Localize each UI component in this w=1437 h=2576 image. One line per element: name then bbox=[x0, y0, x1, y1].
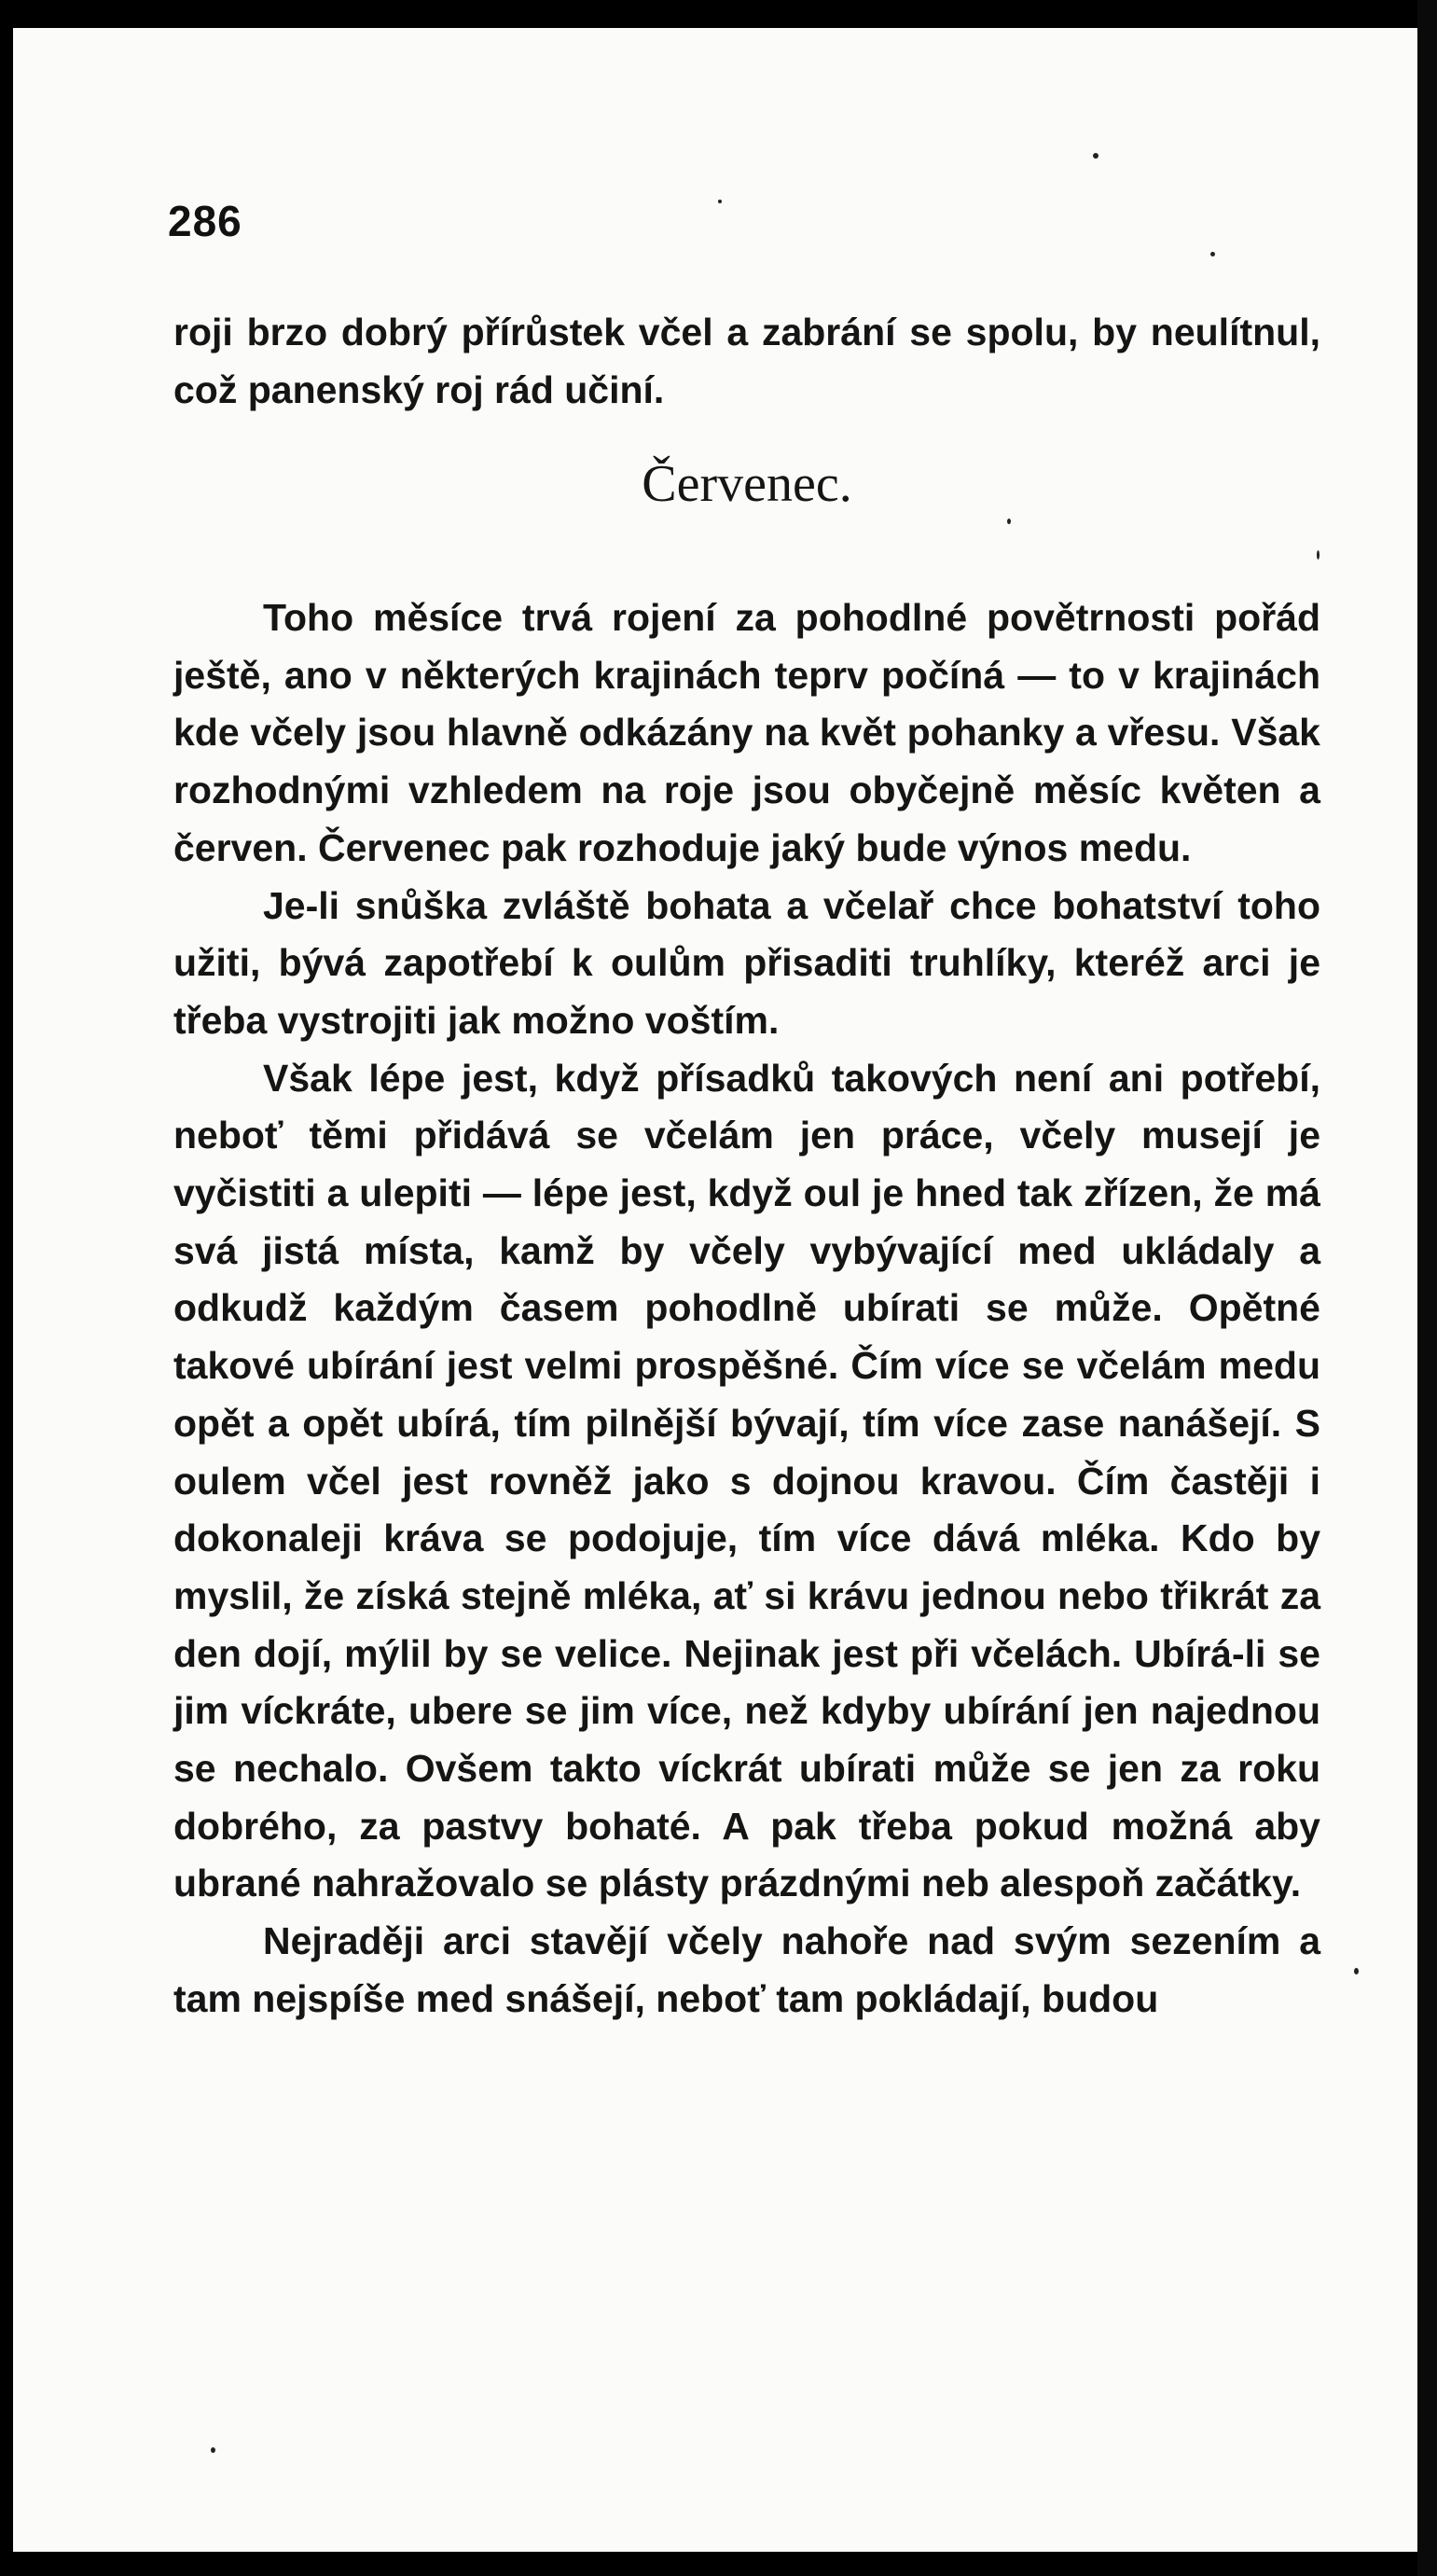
ink-speck bbox=[1093, 153, 1098, 159]
ink-speck bbox=[1317, 550, 1320, 560]
ink-speck bbox=[718, 200, 722, 203]
ink-speck bbox=[1354, 1968, 1359, 1974]
body-text bbox=[173, 589, 1320, 2029]
page-edge-shadow bbox=[1417, 0, 1437, 2576]
ink-speck bbox=[1007, 519, 1011, 524]
intro-paragraph bbox=[173, 304, 1320, 419]
paragraph-2: Je-li snůška zvláště bohata a včelař chce bohatství toho užiti, bývá zapotřebí k oulům přisaditi truhlíky, kteréž arci je třeba vystrojiti jak možno voštím. bbox=[173, 883, 1320, 1042]
paragraph-4: Nejraději arci stavějí včely nahoře nad svým sezením a tam nejspíše med snášejí, neboť tam pokládají, budou bbox=[173, 1919, 1320, 2020]
section-heading: Červenec. bbox=[642, 455, 852, 513]
page-number: 286 bbox=[168, 197, 242, 245]
paragraph-3: Však lépe jest, když přísadků takových není ani potřebí, neboť těmi přidává se včelám jen práce, včely musejí je vyčistiti a ulepiti — lépe jest, když oul je hned tak zřízen, že má svá jistá místa, kamž by včely vybývající med ukládaly a odkudž každým časem pohodlně ubírati se může. Opětné takové ubírání jest velmi prospěšné. Čím více se včelám medu opět a opět ubírá, tím pilnější bývají, tím více zase nanášejí. S oulem včel jest rovněž jako s dojnou kravou. Čím častěji i dokonaleji kráva se podojuje, tím více dává mléka. Kdo by myslil, že získá stejně mléka, ať si krávu jednou nebo třikrát za den dojí, mýlil by se velice. Nejinak jest při včelách. Ubírá-li se jim víckráte, ubere se jim více, než kdyby ubírání jen najednou se nechalo. Ovšem takto víckrát ubírati může se jen za roku dobrého, za pastvy bohaté. A pak třeba pokud možná aby ubrané nahražovalo se plásty prázdnými neb alespoň začátky. bbox=[173, 1056, 1320, 1905]
ink-speck bbox=[1210, 252, 1215, 256]
ink-speck bbox=[211, 2447, 215, 2453]
paragraph-1: Toho měsíce trvá rojení za pohodlné povětrnosti pořád ještě, ano v některých krajinách teprv počíná — to v krajinách kde včely jsou hlavně odkázány na květ pohanky a vřesu. Však rozhodnými vzhledem na roje jsou obyčejně měsíc květen a červen. Červenec pak rozhoduje jaký bude výnos medu. bbox=[173, 596, 1320, 869]
intro-text: roji brzo dobrý přírůstek včel a zabrání se spolu, by neulítnul, což panenský roj rád učiní. bbox=[173, 311, 1320, 411]
